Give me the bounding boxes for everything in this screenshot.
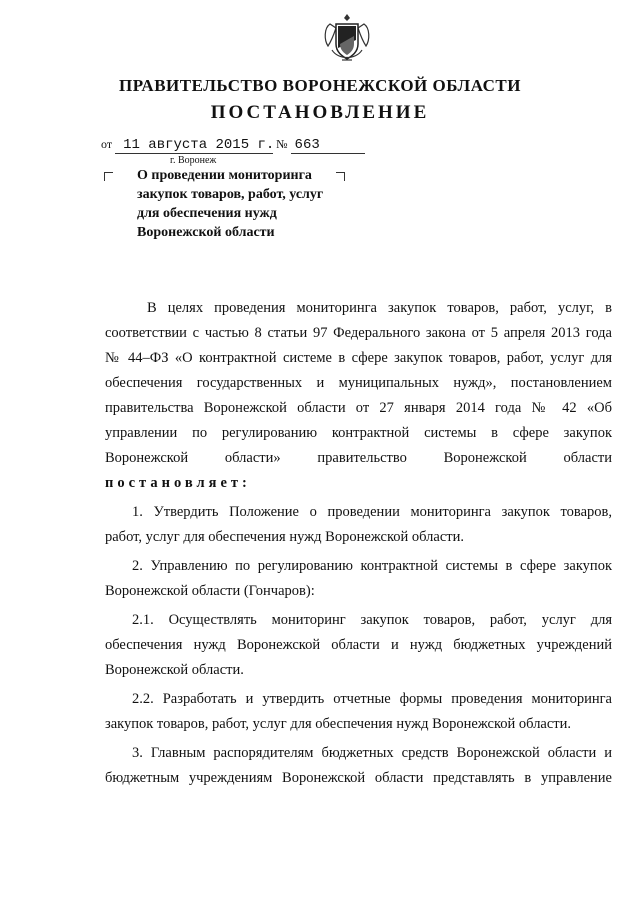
date-prefix: от (101, 137, 113, 151)
number-prefix: № (276, 137, 288, 151)
body-line: правительства Воронежской области от 27 января 2014 года № 42 «Об (105, 400, 612, 416)
document-type: ПОСТАНОВЛЕНИЕ (210, 102, 430, 123)
subject-bracket-left (104, 172, 113, 181)
subject-line: для обеспечения нужд (137, 206, 277, 221)
body-line: обеспечения государственных и муниципальных нужд», постановлением (105, 375, 612, 391)
subject-line: закупок товаров, работ, услуг (137, 187, 324, 202)
city: г. Воронеж (170, 155, 217, 166)
date-line (101, 137, 365, 154)
body-line: соответствии с частью 8 статьи 97 Федерального закона от 5 апреля 2013 года (105, 325, 612, 341)
subject-line: О проведении мониторинга (137, 168, 312, 183)
organization-name: ПРАВИТЕЛЬСТВО ВОРОНЕЖСКОЙ ОБЛАСТИ (118, 76, 521, 95)
body-line: Воронежской области. (105, 662, 244, 678)
document-subject (137, 166, 337, 242)
resolves-word: постановляет: (105, 475, 251, 491)
body-line: 2.2. Разработать и утвердить отчетные формы проведения мониторинга (132, 691, 612, 707)
body-line: обеспечения нужд Воронежской области и нужд бюджетных учреждений (105, 637, 612, 653)
subject-line: Воронежской области (137, 225, 275, 240)
body-line: 2.1. Осуществлять мониторинг закупок товаров, работ, услуг для (132, 612, 612, 628)
body-line: закупок товаров, работ, услуг для обеспечения нужд Воронежской области. (105, 716, 572, 732)
body-line: Воронежской области (Гончаров): (105, 583, 315, 599)
body-line: 1. Утвердить Положение о проведении мониторинга закупок товаров, (132, 504, 612, 520)
body-line: управлении по регулированию контрактной системы в сфере закупок (105, 425, 612, 441)
body-line: 2. Управлению по регулированию контрактной системы в сфере закупок (132, 558, 612, 574)
body-line: 3. Главным распорядителям бюджетных средств Воронежской области и (132, 745, 612, 761)
document-date: 11 августа 2015 г. (115, 137, 273, 154)
document-body (105, 296, 612, 791)
document-number: 663 (291, 137, 365, 154)
body-line: Воронежской области» правительство Воронежской области (105, 450, 612, 466)
body-line: В целях проведения мониторинга закупок товаров, работ, услуг, в (147, 300, 612, 316)
body-line: бюджетным учреждениям Воронежской области представлять в управление (105, 770, 612, 786)
body-line: работ, услуг для обеспечения нужд Воронежской области. (105, 529, 465, 545)
coat-of-arms-icon (322, 10, 372, 66)
subject-bracket-right (336, 172, 345, 181)
body-line: № 44–ФЗ «О контрактной системе в сфере закупок товаров, работ, услуг для (105, 350, 612, 366)
